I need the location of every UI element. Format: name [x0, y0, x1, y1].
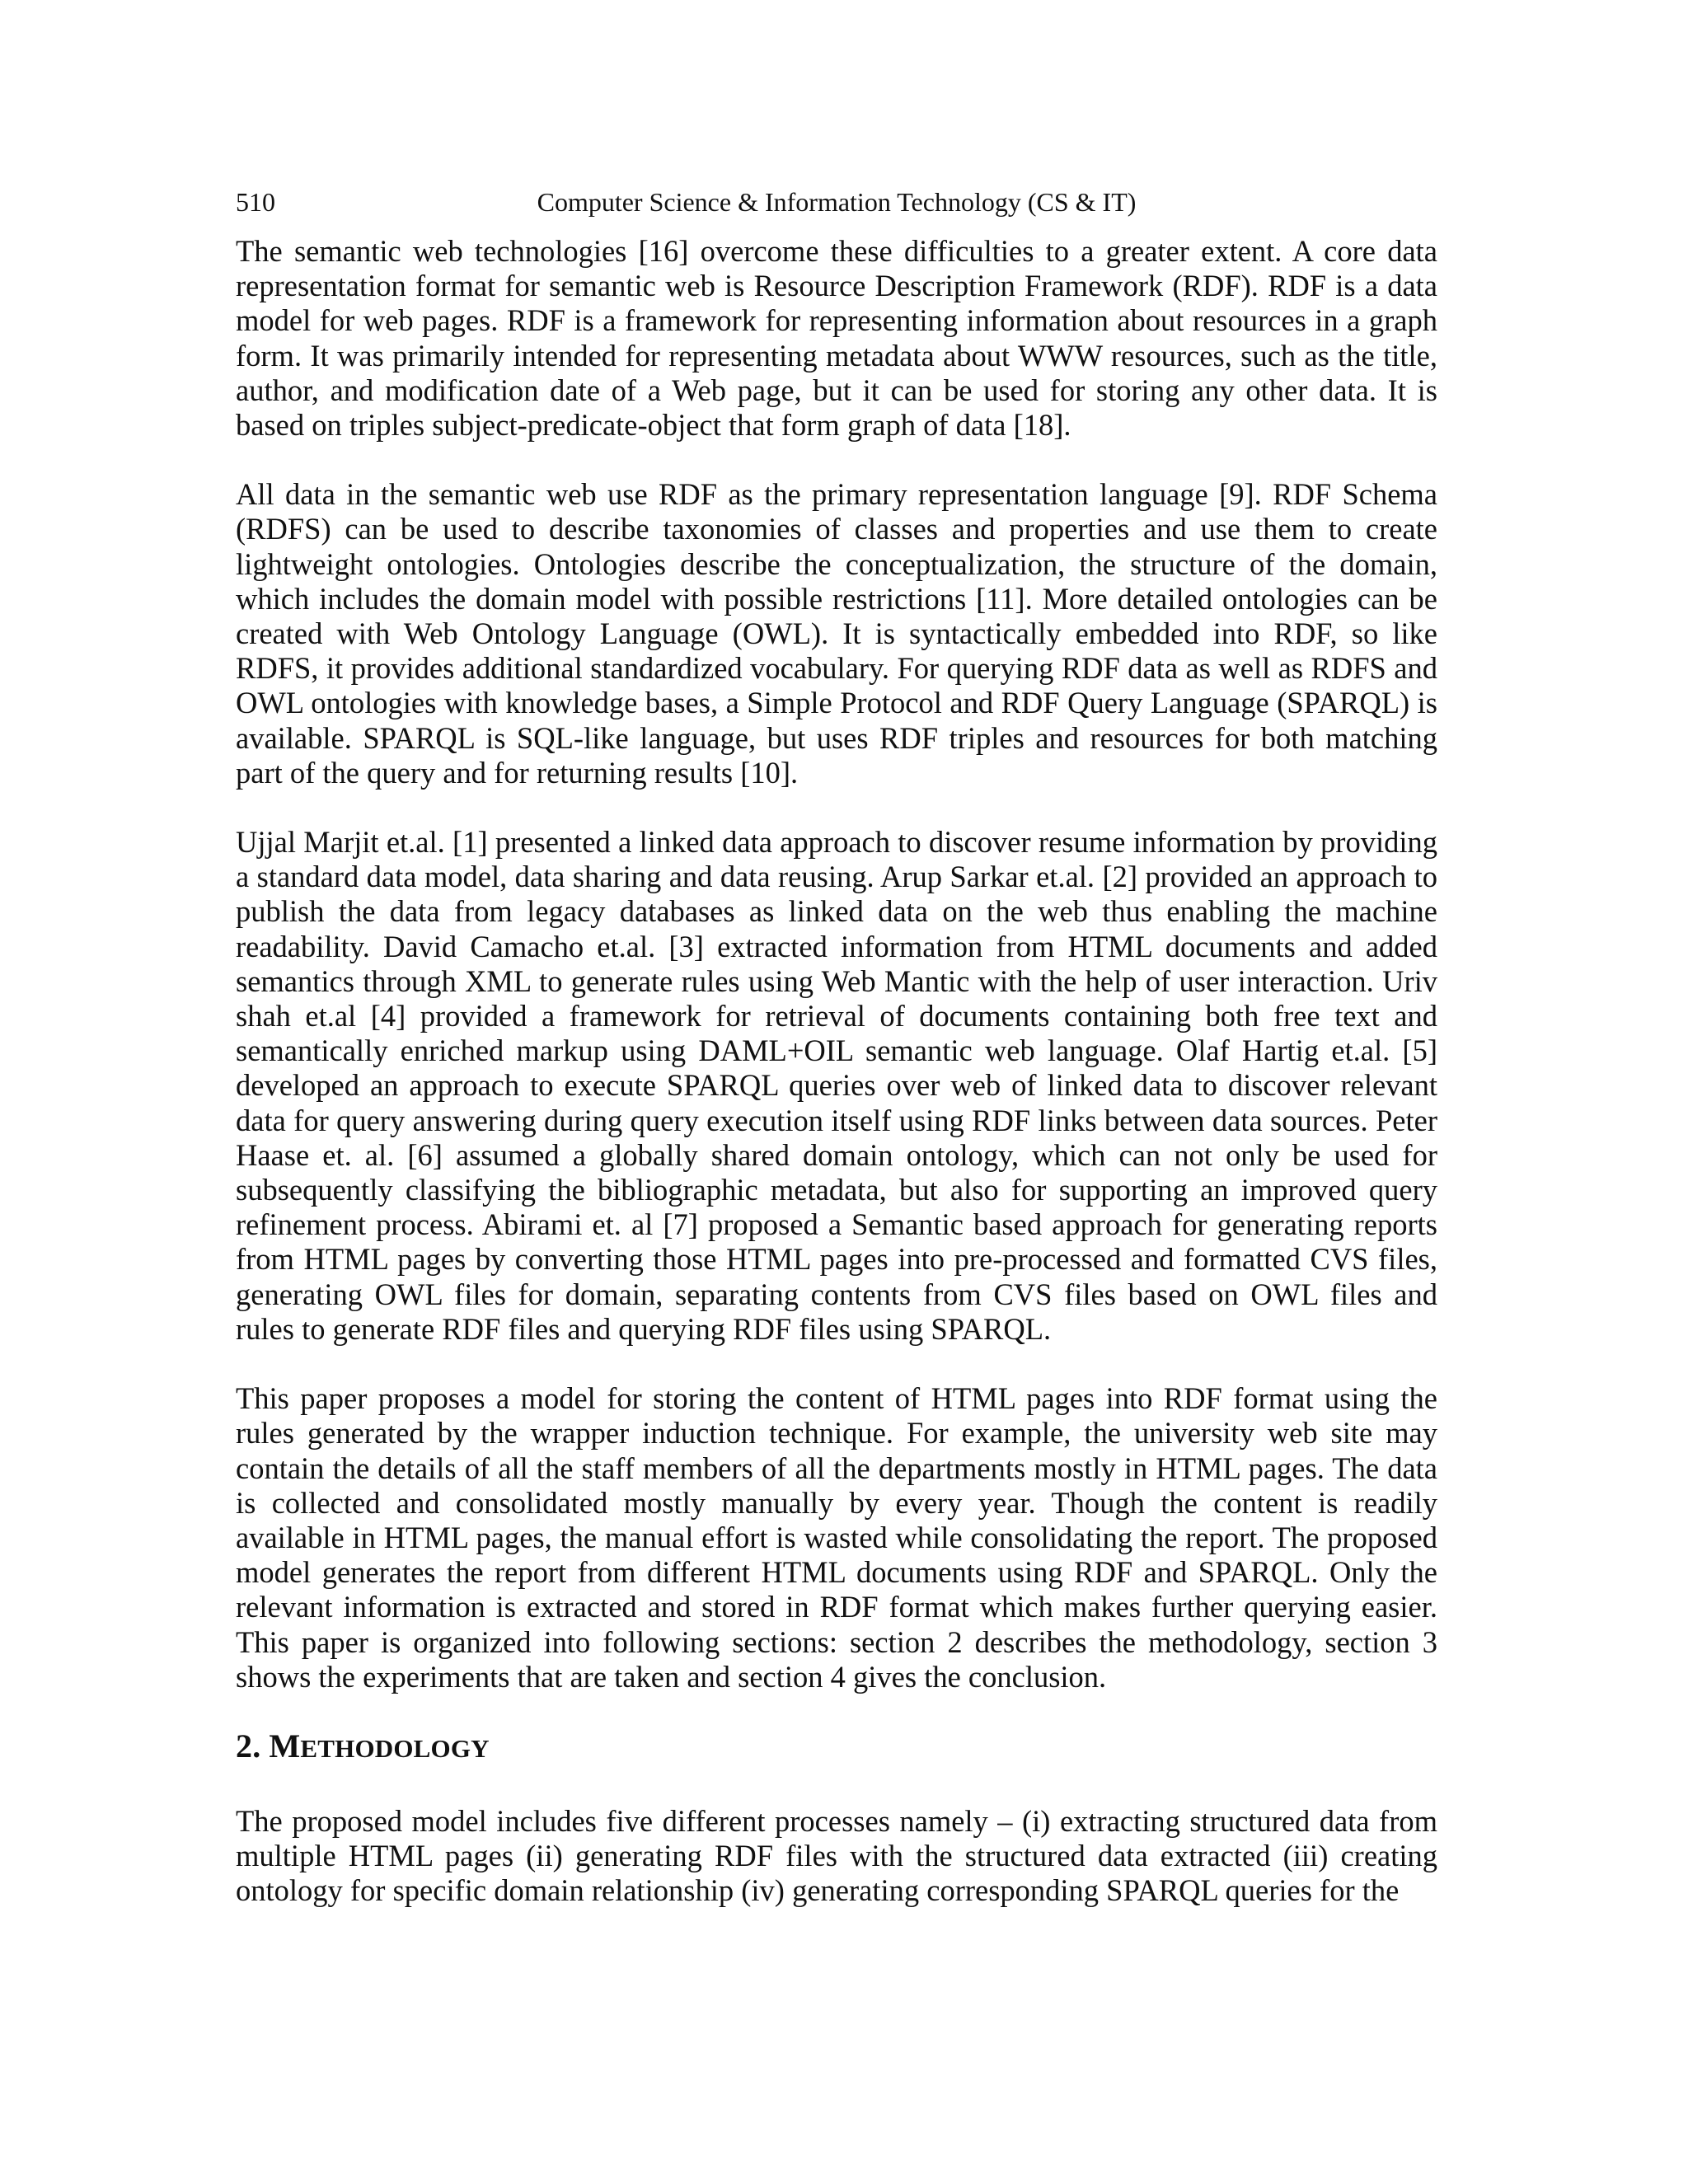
paragraph-methodology: The proposed model includes five different processes namely – (i) extracting structured data from multiple HTML pages (ii) generating RDF files with the structured data extracted (iii) creating ontology for specific domain relationship (iv) generating corresponding SPARQL queries for the — [236, 1803, 1437, 1908]
journal-name: Computer Science & Information Technology (CS & IT) — [537, 187, 1137, 217]
page-number: 510 — [236, 187, 275, 217]
section-number: 2. — [236, 1727, 261, 1765]
section-title-initial: M — [269, 1727, 301, 1765]
section-heading-methodology — [236, 1727, 1437, 1768]
body-text — [236, 234, 1437, 1909]
paragraph-semantic-web: The semantic web technologies [16] overcome these difficulties to a greater extent. A core data representation format for semantic web is Resource Description Framework (RDF). RDF is a data model for web pages. RDF is a framework for representing information about resources in a graph form. It was primarily intended for representing metadata about WWW resources, such as the title, author, and modification date of a Web page, but it can be used for storing any other data. It is based on triples subject-predicate-object that form graph of data [18]. — [236, 234, 1437, 443]
running-header — [236, 184, 1437, 220]
paragraph-rdf-schema: All data in the semantic web use RDF as the primary representation language [9]. RDF Schema (RDFS) can be used to describe taxonomies of classes and properties and use them to create lightweight ontologies. Ontologies describe the conceptualization, the structure of the domain, which includes the domain model with possible restrictions [11]. More detailed ontologies can be created with Web Ontology Language (OWL). It is syntactically embedded into RDF, so like RDFS, it provides additional standardized vocabulary. For querying RDF data as well as RDFS and OWL ontologies with knowledge bases, a Simple Protocol and RDF Query Language (SPARQL) is available. SPARQL is SQL-like language, but uses RDF triples and resources for both matching part of the query and for returning results [10]. — [236, 477, 1437, 790]
section-title-rest: ETHODOLOGY — [300, 1733, 490, 1763]
paragraph-proposed-model: This paper proposes a model for storing the content of HTML pages into RDF format using the rules generated by the wrapper induction technique. For example, the university web site may contain the details of all the staff members of all the departments mostly in HTML pages. The data is collected and consolidated mostly manually by every year. Though the content is readily available in HTML pages, the manual effort is wasted while consolidating the report. The proposed model generates the report from different HTML documents using RDF and SPARQL. Only the relevant information is extracted and stored in RDF format which makes further querying easier. This paper is organized into following sections: section 2 describes the methodology, section 3 shows the experiments that are taken and section 4 gives the conclusion. — [236, 1381, 1437, 1694]
paragraph-related-work: Ujjal Marjit et.al. [1] presented a linked data approach to discover resume information by providing a standard data model, data sharing and data reusing. Arup Sarkar et.al. [2] provided an approach to publish the data from legacy databases as linked data on the web thus enabling the machine readability. David Camacho et.al. [3] extracted information from HTML documents and added semantics through XML to generate rules using Web Mantic with the help of user interaction. Uriv shah et.al [4] provided a framework for retrieval of documents containing both free text and semantically enriched markup using DAML+OIL semantic web language. Olaf Hartig et.al. [5] developed an approach to execute SPARQL queries over web of linked data to discover relevant data for query answering during query execution itself using RDF links between data sources. Peter Haase et. al. [6] assumed a globally shared domain ontology, which can not only be used for subsequently classifying the bibliographic metadata, but also for supporting an improved query refinement process. Abirami et. al [7] proposed a Semantic based approach for generating reports from HTML pages by converting those HTML pages into pre-processed and formatted CVS files, generating OWL files for domain, separating contents from CVS files based on OWL files and rules to generate RDF files and querying RDF files using SPARQL. — [236, 825, 1437, 1346]
